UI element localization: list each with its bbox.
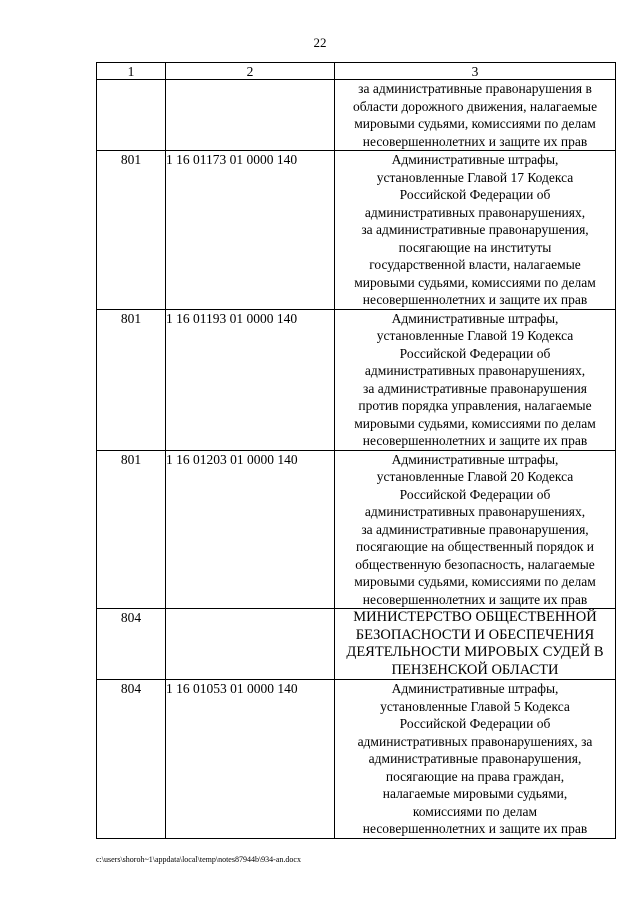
budget-classification-code-cell: 1 16 01193 01 0000 140 — [166, 309, 335, 450]
table-row — [97, 609, 616, 680]
description-line: налагаемые мировыми судьями, — [382, 786, 568, 801]
description-line: установленные Главой 5 Кодекса — [380, 698, 570, 714]
description-line: мировыми судьями, комиссиями по делам — [354, 415, 596, 431]
description-line: установленные Главой 20 Кодекса — [376, 469, 574, 484]
administrator-name-cell — [335, 609, 616, 680]
revenue-description-cell — [335, 151, 616, 310]
description-line: Российской Федерации об — [399, 187, 551, 202]
description-line: за административные правонарушения — [363, 380, 587, 396]
revenue-description-cell — [335, 80, 616, 151]
description-line: несовершеннолетних и защите их прав — [362, 433, 588, 448]
revenue-description-cell — [335, 680, 616, 839]
admin-code-cell — [97, 80, 166, 151]
description-line: несовершеннолетних и защите их прав — [362, 591, 588, 607]
table-row — [97, 450, 616, 609]
description-line: несовершеннолетних и защите их прав — [362, 821, 588, 836]
description-line: Административные штрафы, — [391, 152, 559, 167]
page-number: 22 — [313, 35, 327, 50]
table-row — [97, 309, 616, 450]
admin-code-cell: 801 — [97, 450, 166, 609]
admin-code-cell: 804 — [97, 680, 166, 839]
description-line: мировыми судьями, комиссиями по делам — [354, 274, 596, 290]
column-header-2: 2 — [166, 63, 335, 80]
description-line: установленные Главой 17 Кодекса — [376, 169, 574, 185]
description-line: Административные штрафы, — [391, 451, 559, 467]
description-line: БЕЗОПАСНОСТИ И ОБЕСПЕЧЕНИЯ — [355, 626, 595, 643]
admin-code-cell: 801 — [97, 151, 166, 310]
description-line: Российской Федерации об — [399, 345, 551, 361]
description-line: посягающие на права граждан, — [385, 768, 565, 784]
description-line: посягающие на институты — [398, 239, 552, 255]
table-header-row — [97, 63, 616, 80]
description-line: мировыми судьями, комиссиями по делам — [354, 574, 596, 589]
description-line: за административные правонарушения, — [361, 222, 589, 237]
budget-classification-code-cell — [166, 80, 335, 151]
table-body — [97, 80, 616, 839]
budget-classification-code-cell — [166, 609, 335, 680]
description-line: комиссиями по делам — [412, 803, 538, 819]
description-line: административные правонарушения, — [368, 751, 582, 766]
description-line: несовершеннолетних и защите их прав — [362, 133, 588, 149]
description-line: установленные Главой 19 Кодекса — [376, 328, 574, 343]
revenue-description-cell — [335, 309, 616, 450]
admin-code-cell: 801 — [97, 309, 166, 450]
description-line: административных правонарушениях, — [364, 504, 586, 519]
description-line: за административные правонарушения в — [358, 81, 592, 96]
budget-classification-code-cell: 1 16 01173 01 0000 140 — [166, 151, 335, 310]
description-line: посягающие на общественный порядок и — [355, 539, 595, 554]
admin-code-cell: 804 — [97, 609, 166, 680]
description-line: МИНИСТЕРСТВО ОБЩЕСТВЕННОЙ — [353, 609, 597, 625]
description-line: ПЕНЗЕНСКОЙ ОБЛАСТИ — [391, 661, 559, 678]
description-line: административных правонарушениях, — [364, 204, 586, 220]
description-line: Административные штрафы, — [391, 681, 559, 696]
description-line: государственной власти, налагаемые — [369, 257, 581, 272]
description-line: ДЕЯТЕЛЬНОСТИ МИРОВЫХ СУДЕЙ В — [346, 644, 604, 660]
description-line: административных правонарушениях, за — [357, 733, 593, 749]
file-path-footer: c:\users\shoroh~1\appdata\local\temp\notes87944b\934-an.docx — [96, 855, 301, 864]
description-line: области дорожного движения, налагаемые — [352, 98, 598, 114]
description-line: административных правонарушениях, — [364, 363, 586, 378]
budget-codes-table — [96, 62, 616, 839]
description-line: Российской Федерации об — [399, 716, 551, 731]
description-line: мировыми судьями, комиссиями по делам — [354, 116, 596, 131]
table-row — [97, 151, 616, 310]
description-line: Российской Федерации об — [399, 486, 551, 502]
description-line: против порядка управления, налагаемые — [358, 398, 592, 413]
column-header-3: 3 — [335, 63, 616, 80]
description-line: за административные правонарушения, — [361, 521, 589, 537]
description-line: Административные штрафы, — [391, 310, 559, 326]
table-row — [97, 80, 616, 151]
description-line: несовершеннолетних и защите их прав — [362, 292, 588, 307]
table-row — [97, 680, 616, 839]
revenue-description-cell — [335, 450, 616, 609]
column-header-1: 1 — [97, 63, 166, 80]
budget-classification-code-cell: 1 16 01203 01 0000 140 — [166, 450, 335, 609]
description-line: общественную безопасность, налагаемые — [355, 556, 595, 572]
budget-classification-code-cell: 1 16 01053 01 0000 140 — [166, 680, 335, 839]
